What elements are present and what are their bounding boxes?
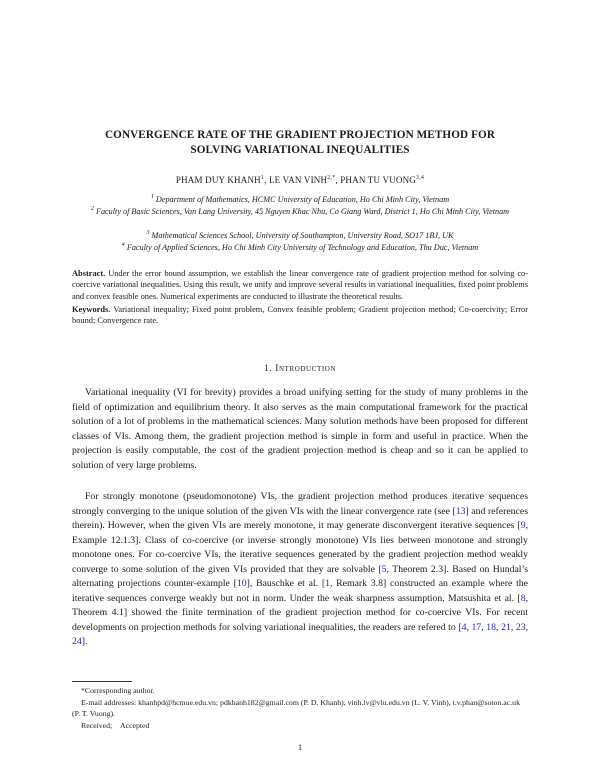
page-number: 1 (297, 742, 303, 752)
affiliation-mark: 3 (146, 230, 150, 236)
citation-link[interactable]: 4 (461, 621, 467, 633)
paragraph-text: , (466, 621, 472, 633)
citation-link[interactable]: 21 (501, 621, 511, 633)
citation-link[interactable]: 10 (236, 578, 247, 589)
citation-link[interactable]: 17 (471, 621, 482, 633)
abstract (72, 268, 528, 326)
affiliation (70, 206, 530, 217)
author-name: PHAN TU VUONG (340, 175, 416, 185)
footnote-emails: E-mail addresses: khanhpd@hcmue.edu.vn; pdkhanh182@gmail.com (P. D. Khanh), vinh.lv@vlu.edu.vn (L. V. Vinh), t.v.phan@soton.ac.uk (P. T. Vuong). (72, 698, 520, 718)
footnote-dates (72, 720, 528, 731)
footnote-corresponding: *Corresponding author. (81, 686, 155, 695)
author-separator: , (335, 175, 341, 185)
paragraph-text: , (510, 621, 516, 633)
paragraph-text: For strongly monotone (pseudomonotone) VIs, the gradient projection method produces iterative sequences strongly converging to the unique solution of the given VIs with the linear convergence rate (see [ (72, 491, 528, 517)
paragraph-text: , Remark 3.8] constructed an example where the iterative sequences converge weakly but not in norm. Under the weak sharpness assumption, Matsushita et al. [ (72, 578, 528, 604)
paragraph-text: , (525, 621, 529, 633)
affiliation-text: Mathematical Sciences School, University of Southampton, University Road, SO17 1BJ, UK (151, 231, 454, 240)
author-name: LE VAN VINH (268, 175, 328, 185)
affiliation (70, 194, 530, 205)
received-label: Received; (81, 721, 113, 730)
citation-link[interactable]: 24 (72, 636, 82, 647)
author-name: PHAM DUY KHANH (175, 175, 261, 185)
paragraph-text: ] and references therein). However, when the given VIs are merely monotone, it may generate disconvergent iterative sequences [ (72, 505, 528, 531)
affiliation (70, 230, 530, 241)
paragraph-text: ], Bauschke et al. [ (246, 578, 326, 589)
paragraph-text: , Theorem 4.1] showed the finite termination of the gradient projection method for co-coercive VIs. For recent developments on projection methods for solving variational inequalities, the readers are refered to [ (72, 592, 528, 633)
citation-link[interactable]: 1 (325, 578, 330, 589)
keywords (72, 304, 528, 327)
title-line-1: CONVERGENCE RATE OF THE GRADIENT PROJECTION METHOD FOR (104, 129, 496, 141)
section-title: Introduction (275, 364, 337, 374)
citation-link[interactable]: 13 (455, 505, 466, 517)
paragraph-text: , Example 12.1.3]. Class of co-coercive (or inverse strongly monotone) VIs lies between monotone and strongly monotone ones. For co-coercive VIs, the iterative sequences generated by the gradient projection method weakly converge to some solution of the given VIs provided that they are solvable [ (72, 520, 528, 575)
abstract-text: Under the error bound assumption, we establish the linear convergence rate of gradient projection method for solving co-coercive variational inequalities. Using this result, we unify and improve several results in variational inequalities, fixed point problems and convex feasible ones. Numerical experiments are conducted to illustrate the theoretical results. (72, 269, 529, 301)
author-affil-mark: 3,4 (416, 175, 425, 181)
intro-paragraph-1: Variational inequality (VI for brevity) provides a broad unifying setting for the study of many problems in the field of optimization and equilibrium theory. It also serves as the main computational framework for the practical solution of a lot of problems in the mathematical sciences. Many solution methods have been proposed for different classes of VIs. Among them, the gradient projection method is simple in form and useful in practice. When the projection is easily computable, the cost of the gradient projection method is cheap and so it can be applied to solution of very large problems. (72, 387, 528, 471)
author-affil-mark: 1 (260, 175, 265, 181)
citation-link[interactable]: 9 (520, 520, 526, 531)
author-list (60, 175, 540, 185)
citation-link[interactable]: 8 (520, 592, 526, 604)
affiliation-text: Department of Mathematics, HCMC University of Education, Ho Chi Minh City, Vietnam (155, 195, 450, 204)
paragraph-text: , (481, 621, 487, 633)
paragraph-text: , Theorem 2.3]. Based on Hundal’s alternating projections counter-example [ (72, 563, 529, 589)
affiliation-text: Faculty of Applied Sciences, Ho Chi Minh City University of Technology and Education, Thu Duc, Vietnam (126, 243, 479, 252)
author-separator: , (264, 175, 269, 185)
abstract-label: Abstract. (72, 269, 106, 278)
abstract-body (72, 268, 528, 302)
author-affil-mark: 2,* (327, 175, 336, 181)
footnote-rule (72, 681, 132, 682)
affiliation (70, 242, 530, 253)
paragraph-text: ]. (81, 636, 88, 647)
paper-title (60, 128, 540, 158)
keywords-text: Variational inequality; Fixed point problem, Convex feasible problem; Gradient projection method; Co-coercivity; Error bound; Convergence rate. (72, 304, 528, 326)
accepted-label: Accepted (119, 721, 150, 730)
paragraph-text: , (496, 621, 502, 633)
section-number: 1. (263, 364, 273, 374)
affiliation-text: Faculty of Basic Sciences, Van Lang University, 45 Nguyen Khac Nhu, Co Giang Ward, District 1, Ho Chi Minh City, Vietnam (95, 207, 510, 216)
citation-link[interactable]: 18 (486, 621, 497, 633)
section-heading (60, 364, 540, 374)
affiliation-mark: 1 (150, 194, 154, 200)
citation-link[interactable]: 5 (381, 563, 387, 575)
affiliation-mark: 4 (121, 242, 125, 248)
keywords-label: Keywords. (72, 304, 111, 314)
citation-link[interactable]: 23 (515, 621, 526, 633)
title-line-2: SOLVING VARIATIONAL INEQUALITIES (190, 144, 410, 156)
affiliation-mark: 2 (90, 206, 94, 212)
intro-paragraph-2 (72, 490, 528, 650)
